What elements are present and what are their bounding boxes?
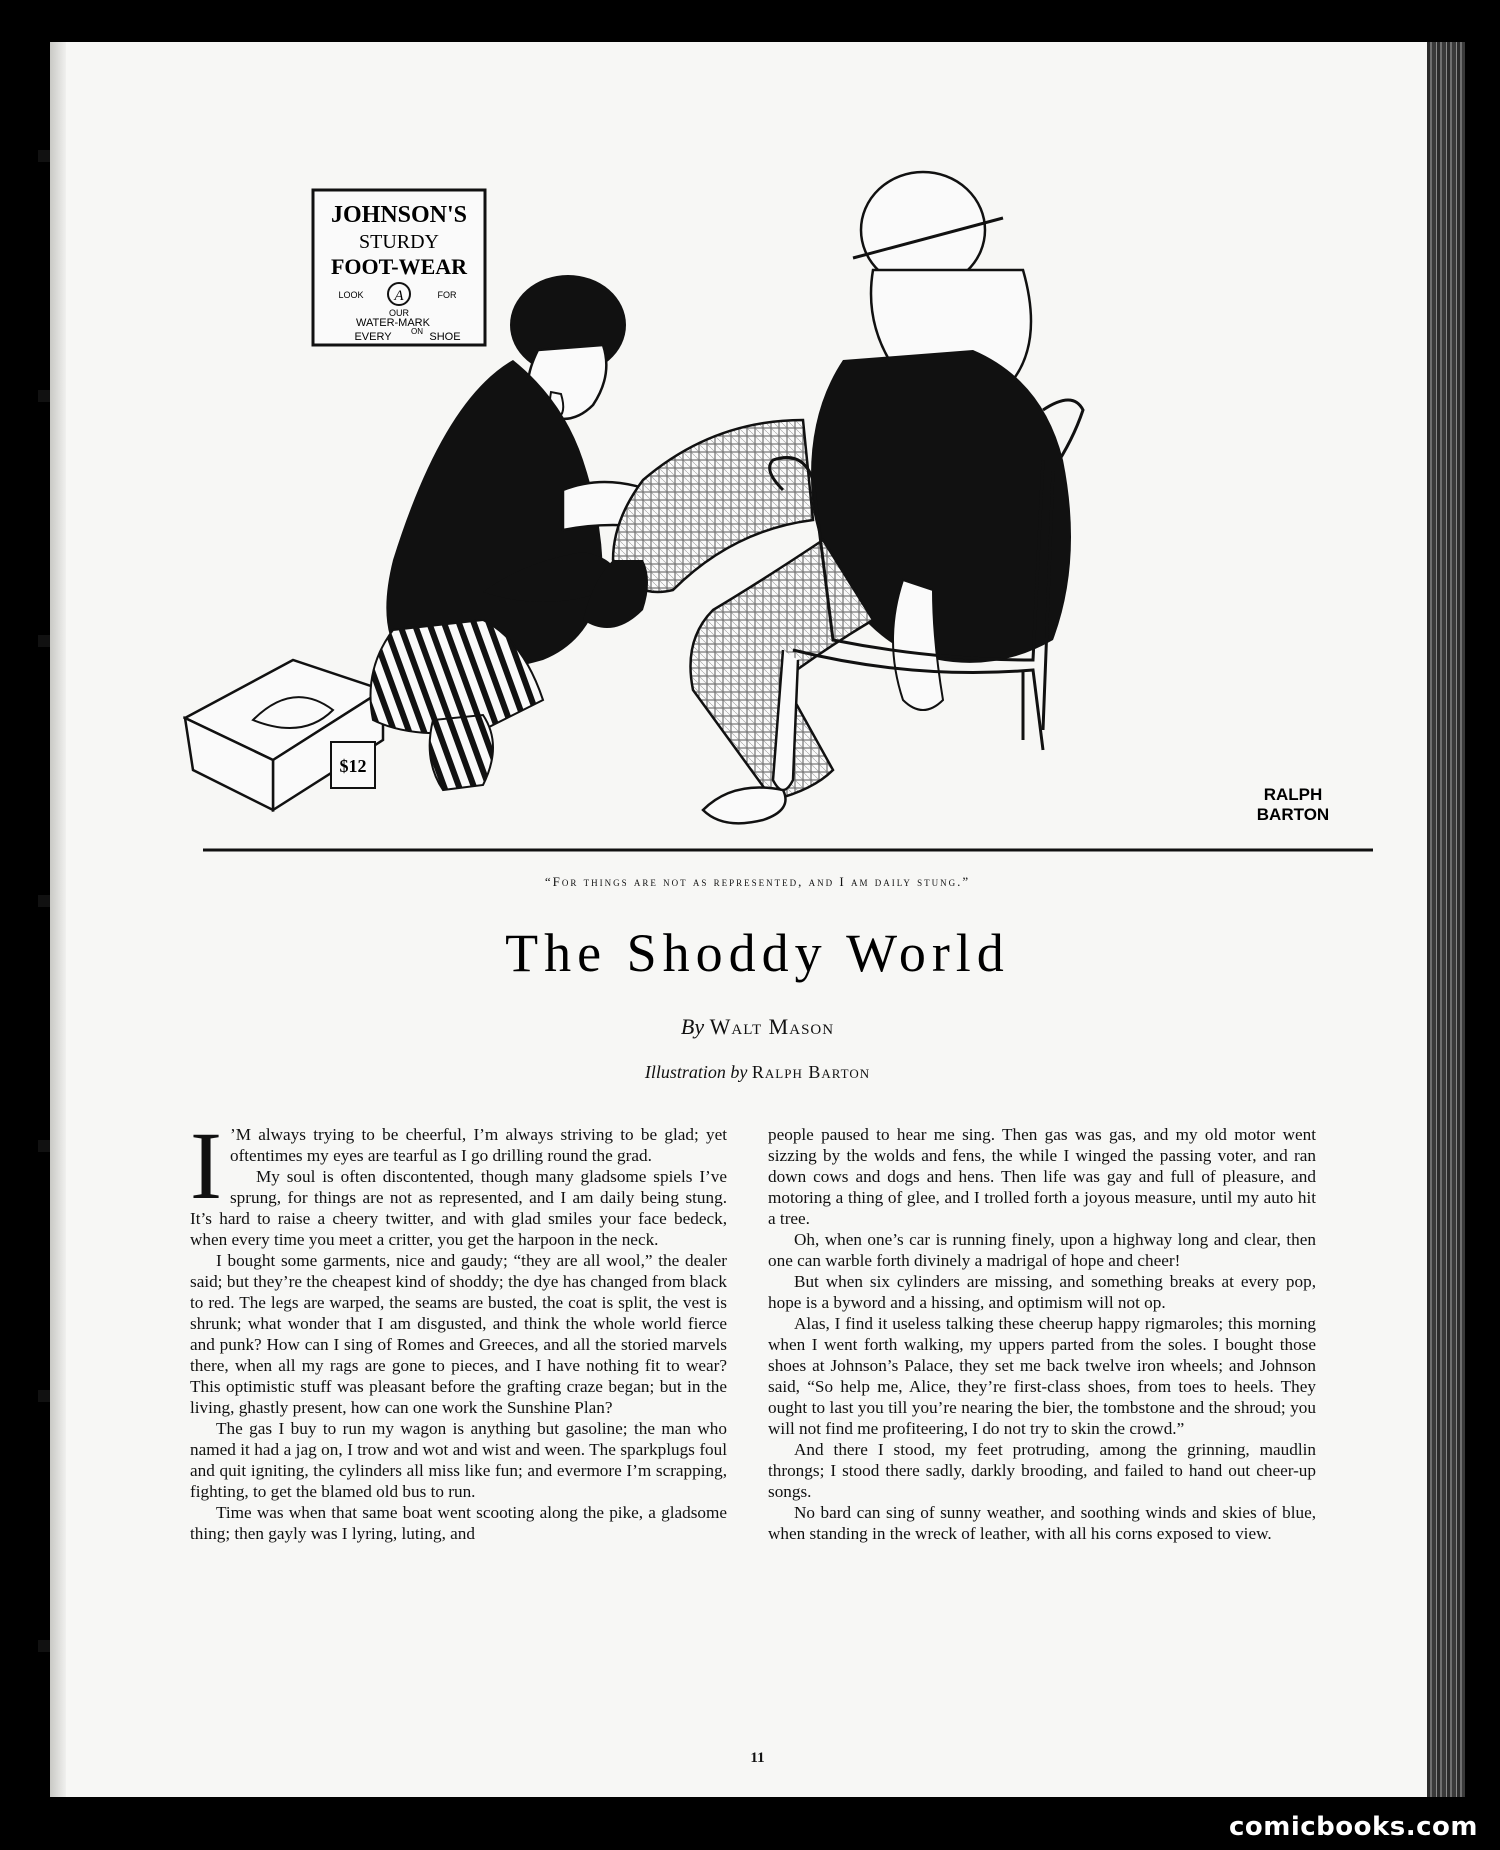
sign-line-9: EVERY xyxy=(354,331,392,343)
site-watermark: comicbooks.com xyxy=(1228,1812,1478,1842)
book-binding-edge xyxy=(1427,42,1465,1797)
sign-line-2: STURDY xyxy=(358,231,440,253)
credit-prefix: Illustration by xyxy=(644,1062,748,1082)
sign-line-10: SHOE xyxy=(429,331,461,343)
paragraph: And there I stood, my feet protruding, among the grinning, maudlin throngs; I stood there sadly, darkly brooding, and failed to hand out cheer-up songs. xyxy=(768,1440,1316,1501)
text-column-right xyxy=(768,1124,1316,1544)
shoe-store-sign xyxy=(313,190,485,345)
paragraph: ’M always trying to be cheerful, I’m always striving to be glad; yet oftentimes my eyes are tearful as I go drilling round the grad. xyxy=(229,1125,727,1165)
paragraph: people paused to hear me sing. Then gas was gas, and my old motor went sizzing by the wolds and fens, the while I winged the passing voter, and ran down cows and dogs and hens. Then life was gay and full of pleasure, and motoring a thing of glee, and I trolled forth a joyous measure, until my auto hit a tree. xyxy=(768,1125,1316,1228)
edge-mark xyxy=(38,390,50,402)
drop-cap: I xyxy=(190,1112,222,1219)
cartoon-illustration xyxy=(183,160,1373,860)
edge-mark xyxy=(38,150,50,162)
credit-illustrator: Ralph Barton xyxy=(751,1062,871,1082)
illustration-credit xyxy=(50,1062,1465,1083)
price-tag: $12 xyxy=(339,756,367,776)
sign-line-6: OUR xyxy=(389,308,409,318)
shoe-box xyxy=(185,660,383,810)
seated-customer xyxy=(583,172,1071,823)
illustration-caption: “For things are not as represented, and I am daily stung.” xyxy=(544,874,971,889)
paragraph: Oh, when one’s car is running finely, upon a highway long and clear, then one can warble forth divinely a madrigal of hope and cheer! xyxy=(768,1230,1316,1270)
edge-mark xyxy=(38,1640,50,1652)
edge-mark xyxy=(38,895,50,907)
byline xyxy=(50,1014,1465,1040)
artist-signature xyxy=(1257,785,1329,824)
sign-watermark-letter: A xyxy=(394,288,404,304)
paragraph: No bard can sing of sunny weather, and soothing winds and skies of blue, when standing in the wreck of leather, with all his corns exposed to view. xyxy=(768,1503,1316,1543)
signature-line-2: BARTON xyxy=(1256,805,1330,824)
sign-line-8: ON xyxy=(411,327,423,336)
page-gutter xyxy=(50,42,66,1797)
sign-line-1: JOHNSON'S xyxy=(330,202,468,228)
signature-line-1: RALPH xyxy=(1263,785,1323,804)
edge-mark xyxy=(38,1390,50,1402)
sign-line-3: FOOT-WEAR xyxy=(330,254,468,279)
paragraph: Alas, I find it useless talking these cheerup happy rigmaroles; this morning when I went forth walking, my uppers parted from the soles. I bought those shoes at Johnson’s Palace, they set me back twelve iron wheels; and Johnson said, “So help me, Alice, they’re first-class shoes, from toes to heels. They ought to last you till you’re nearing the bier, the tombstone and the shroud; you will not find me profiteering, I do not try to skin the crowd.” xyxy=(768,1314,1316,1438)
magazine-page xyxy=(50,42,1465,1797)
paragraph: I bought some garments, nice and gaudy; “they are all wool,” the dealer said; but they’re the cheapest kind of shoddy; the dye has changed from black to red. The legs are warped, the seams are busted, the coat is split, the vest is shrunk; what wonder that I am disgusted, and think the whole world fierce and punk? How can I sing of Romes and Greeces, and all the storied marvels there, when all my rags are gone to pieces, and I have nothing fit to wear? This optimistic stuff was pleasant before the grafting craze began; but in the living, ghastly present, how can one work the Sunshine Plan? xyxy=(190,1251,727,1417)
paragraph: But when six cylinders are missing, and something breaks at every pop, hope is a byword and a hissing, and optimism will not op. xyxy=(768,1272,1316,1312)
text-column-left xyxy=(190,1112,727,1544)
sign-line-5: FOR xyxy=(437,290,457,300)
byline-author: Walt Mason xyxy=(709,1014,835,1039)
edge-mark xyxy=(38,1140,50,1152)
paragraph: Time was when that same boat went scooting along the pike, a gladsome thing; then gayly was I lyring, luting, and xyxy=(190,1503,727,1543)
byline-prefix: By xyxy=(680,1014,705,1039)
edge-mark xyxy=(38,635,50,647)
sign-line-4: LOOK xyxy=(338,290,364,300)
article-title: The Shoddy World xyxy=(505,923,1010,983)
sign-line-7: WATER-MARK xyxy=(356,317,430,329)
paragraph: The gas I buy to run my wagon is anything but gasoline; the man who named it had a jag on, I trow and wot and wist and ween. The sparkplugs foul and quit igniting, the cylinders all miss like fun; and evermore I’m scrapping, fighting, to get the blamed old bus to run. xyxy=(190,1419,727,1501)
page-number: 11 xyxy=(750,1750,765,1766)
paragraph: My soul is often discontented, though many gladsome spiels I’ve sprung, for things are not as represented, and I am daily being stung. It’s hard to raise a cheery twitter, and with glad smiles your face bedeck, when every time you meet a critter, you get the harpoon in the neck. xyxy=(190,1167,727,1249)
